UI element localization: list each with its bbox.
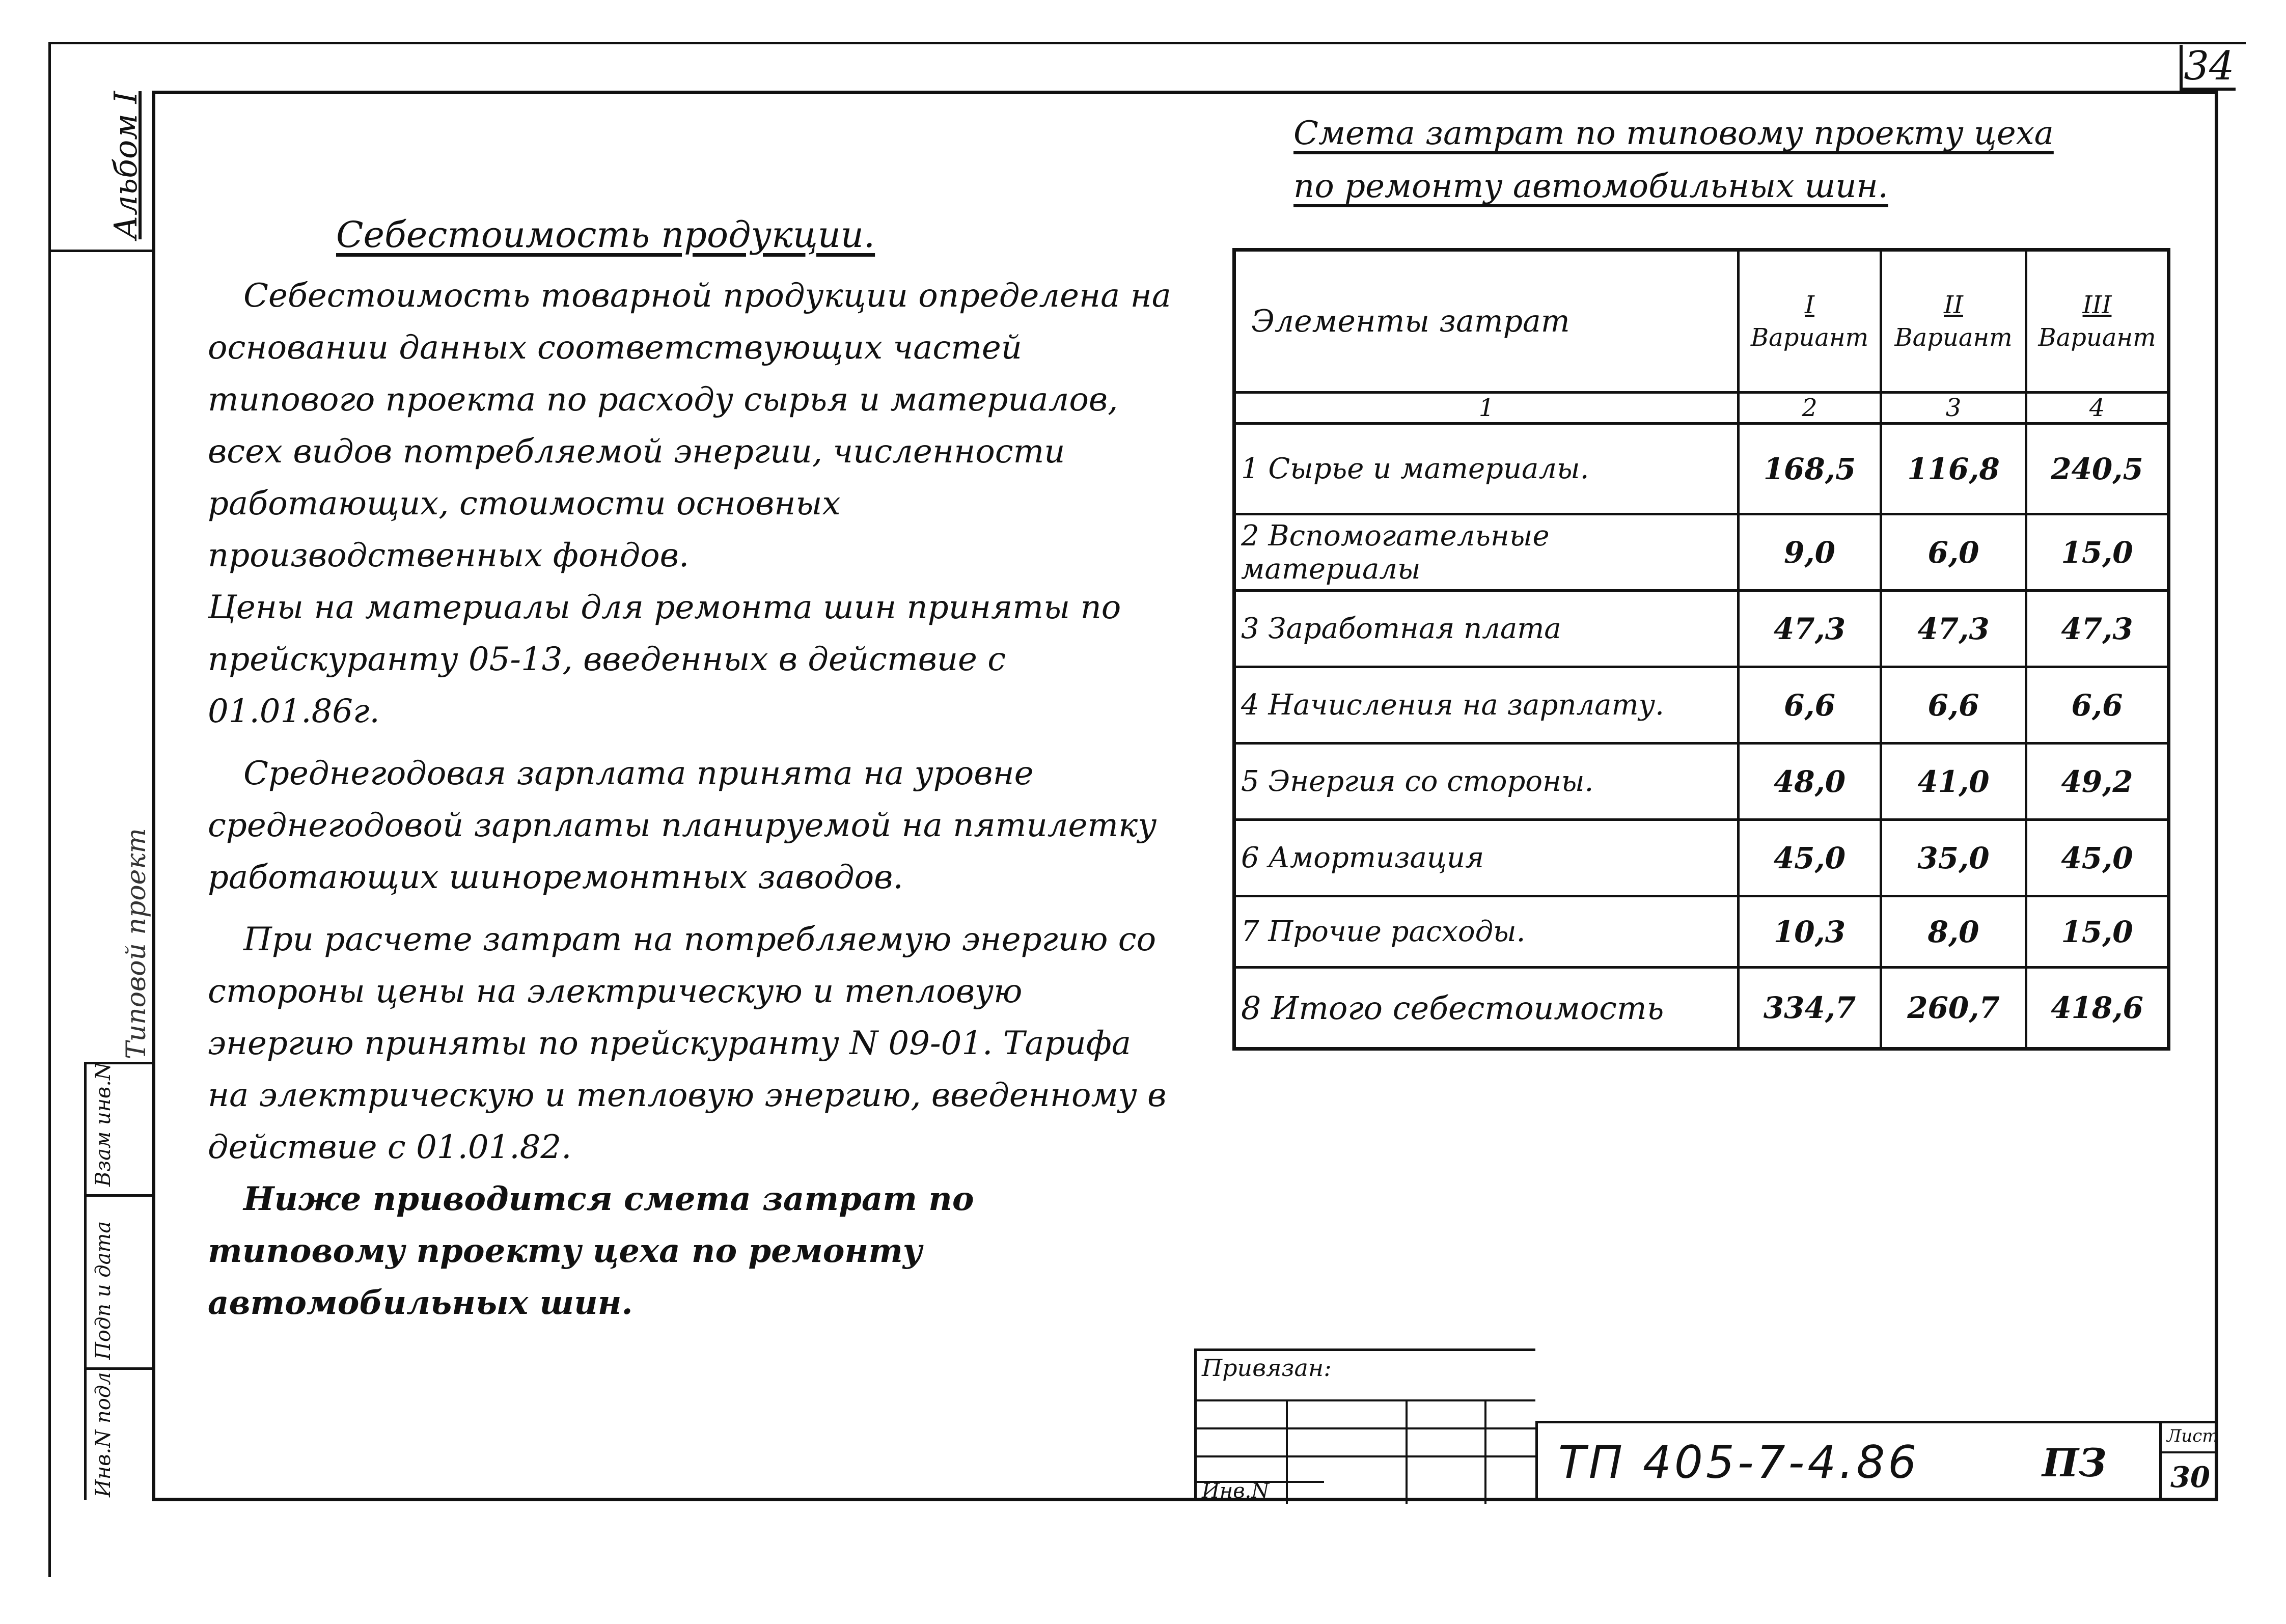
left-text [208,270,1175,1329]
table-row [1234,667,2169,744]
value-v1: 168,5 [1739,424,1881,514]
table-row-total [1234,968,2169,1049]
col-index: 3 [1881,393,2026,424]
row-label: 1 Сырье и материалы. [1234,424,1739,514]
title-block-top [1535,1421,2218,1423]
value-v2: 6,6 [1881,667,2026,744]
row-label: 5 Энергия со стороны. [1234,744,1739,820]
title-block-line [2159,1421,2162,1501]
sheet-label: Лист [2167,1426,2219,1446]
column-index-row [1234,393,2169,424]
value-v1: 6,6 [1739,667,1881,744]
paragraph-salary: Среднегодовая зарплата принята на уровне среднегодовой зарплаты планируемой на пятилетку работающих шиноремонтных заводов. [208,755,1157,896]
document-code: ТП 405-7-4.86 [1558,1436,1920,1489]
binding-stamp [1194,1348,1535,1501]
document-section: ПЗ [2042,1440,2107,1485]
col-index: 4 [2026,393,2169,424]
ref-inv-label: Взам инв.N [92,1062,115,1187]
estimate-title-2: по ремонту автомобильных шин. [1293,168,1888,205]
project-type-label: Типовой проект [121,828,152,1059]
value-v1: 45,0 [1739,820,1881,896]
value-v3: 15,0 [2026,896,2169,968]
value-v2: 41,0 [1881,744,2026,820]
table-row [1234,896,2169,968]
row-label: 8 Итого себестоимость [1234,968,1739,1049]
value-v2: 35,0 [1881,820,2026,896]
title-block-line [2159,1451,2218,1453]
row-label: 2 Вспомогательные материалы [1234,514,1739,591]
margin-strip-divider [84,1194,152,1197]
table-header-row [1234,250,2169,393]
table-row [1234,744,2169,820]
value-v2: 8,0 [1881,896,2026,968]
value-v1: 47,3 [1739,591,1881,667]
value-v2: 47,3 [1881,591,2026,667]
value-v1: 9,0 [1739,514,1881,591]
value-v3: 15,0 [2026,514,2169,591]
cost-heading: Себестоимость продукции. [336,214,875,256]
value-v3: 45,0 [2026,820,2169,896]
value-v1: 334,7 [1739,968,1881,1049]
inv-label: Инв.N [1202,1479,1270,1503]
cost-estimate-table [1232,248,2170,1051]
col-index: 1 [1234,393,1739,424]
header-variant-3: III Вариант [2026,250,2169,393]
sign-date-label: Подп и дата [92,1221,115,1360]
row-label: 7 Прочие расходы. [1234,896,1739,968]
header-elements: Элементы затрат [1234,250,1739,393]
paragraph-estimate-intro: Ниже приводится смета затрат по типовому проекту цеха по ремонту автомобильных шин. [208,1180,974,1322]
header-variant-2: II Вариант [1881,250,2026,393]
value-v2: 116,8 [1881,424,2026,514]
value-v1: 10,3 [1739,896,1881,968]
row-label: 3 Заработная плата [1234,591,1739,667]
stamp-line [1286,1399,1288,1504]
value-v3: 6,6 [2026,667,2169,744]
album-label: Альбом I [107,91,144,239]
binding-label: Привязан: [1202,1354,1332,1382]
paragraph-energy: При расчете затрат на потребляемую энергию со стороны цены на электрическую и тепловую энергию приняты по прейскуранту N 09-01. Тарифа на электрическую и тепловую энергию, введенному в действие с 01.01.82. [208,921,1167,1166]
value-v3: 240,5 [2026,424,2169,514]
sheet-number: 34 [2180,45,2236,91]
header-variant-1: I Вариант [1739,250,1881,393]
value-v3: 418,6 [2026,968,2169,1049]
stamp-line [1406,1399,1408,1504]
title-block-line [1535,1421,1538,1501]
value-v3: 47,3 [2026,591,2169,667]
table-row [1234,820,2169,896]
inv-orig-label: Инв.N подл. [92,1365,115,1497]
sheet-value: 30 [2170,1461,2210,1494]
value-v2: 260,7 [1881,968,2026,1049]
paragraph-prices: Цены на материалы для ремонта шин приняты по прейскуранту 05-13, введенных в действие с 01.01.86г. [208,589,1121,730]
margin-strip-line [84,1062,87,1500]
margin-divider [48,250,152,252]
stamp-line [1484,1399,1486,1504]
col-index: 2 [1739,393,1881,424]
value-v1: 48,0 [1739,744,1881,820]
table-row [1234,424,2169,514]
paragraph-cost: Себестоимость товарной продукции определена на основании данных соответствующих частей типового проекта по расходу сырья и материалов, всех видов потребляемой энергии, численности работающих, стоимости основных производственных фондов. [208,277,1171,574]
estimate-title-1: Смета затрат по типовому проекту цеха [1293,115,2054,152]
value-v2: 6,0 [1881,514,2026,591]
value-v3: 49,2 [2026,744,2169,820]
row-label: 6 Амортизация [1234,820,1739,896]
table-row [1234,514,2169,591]
row-label: 4 Начисления на зарплату. [1234,667,1739,744]
table-row [1234,591,2169,667]
